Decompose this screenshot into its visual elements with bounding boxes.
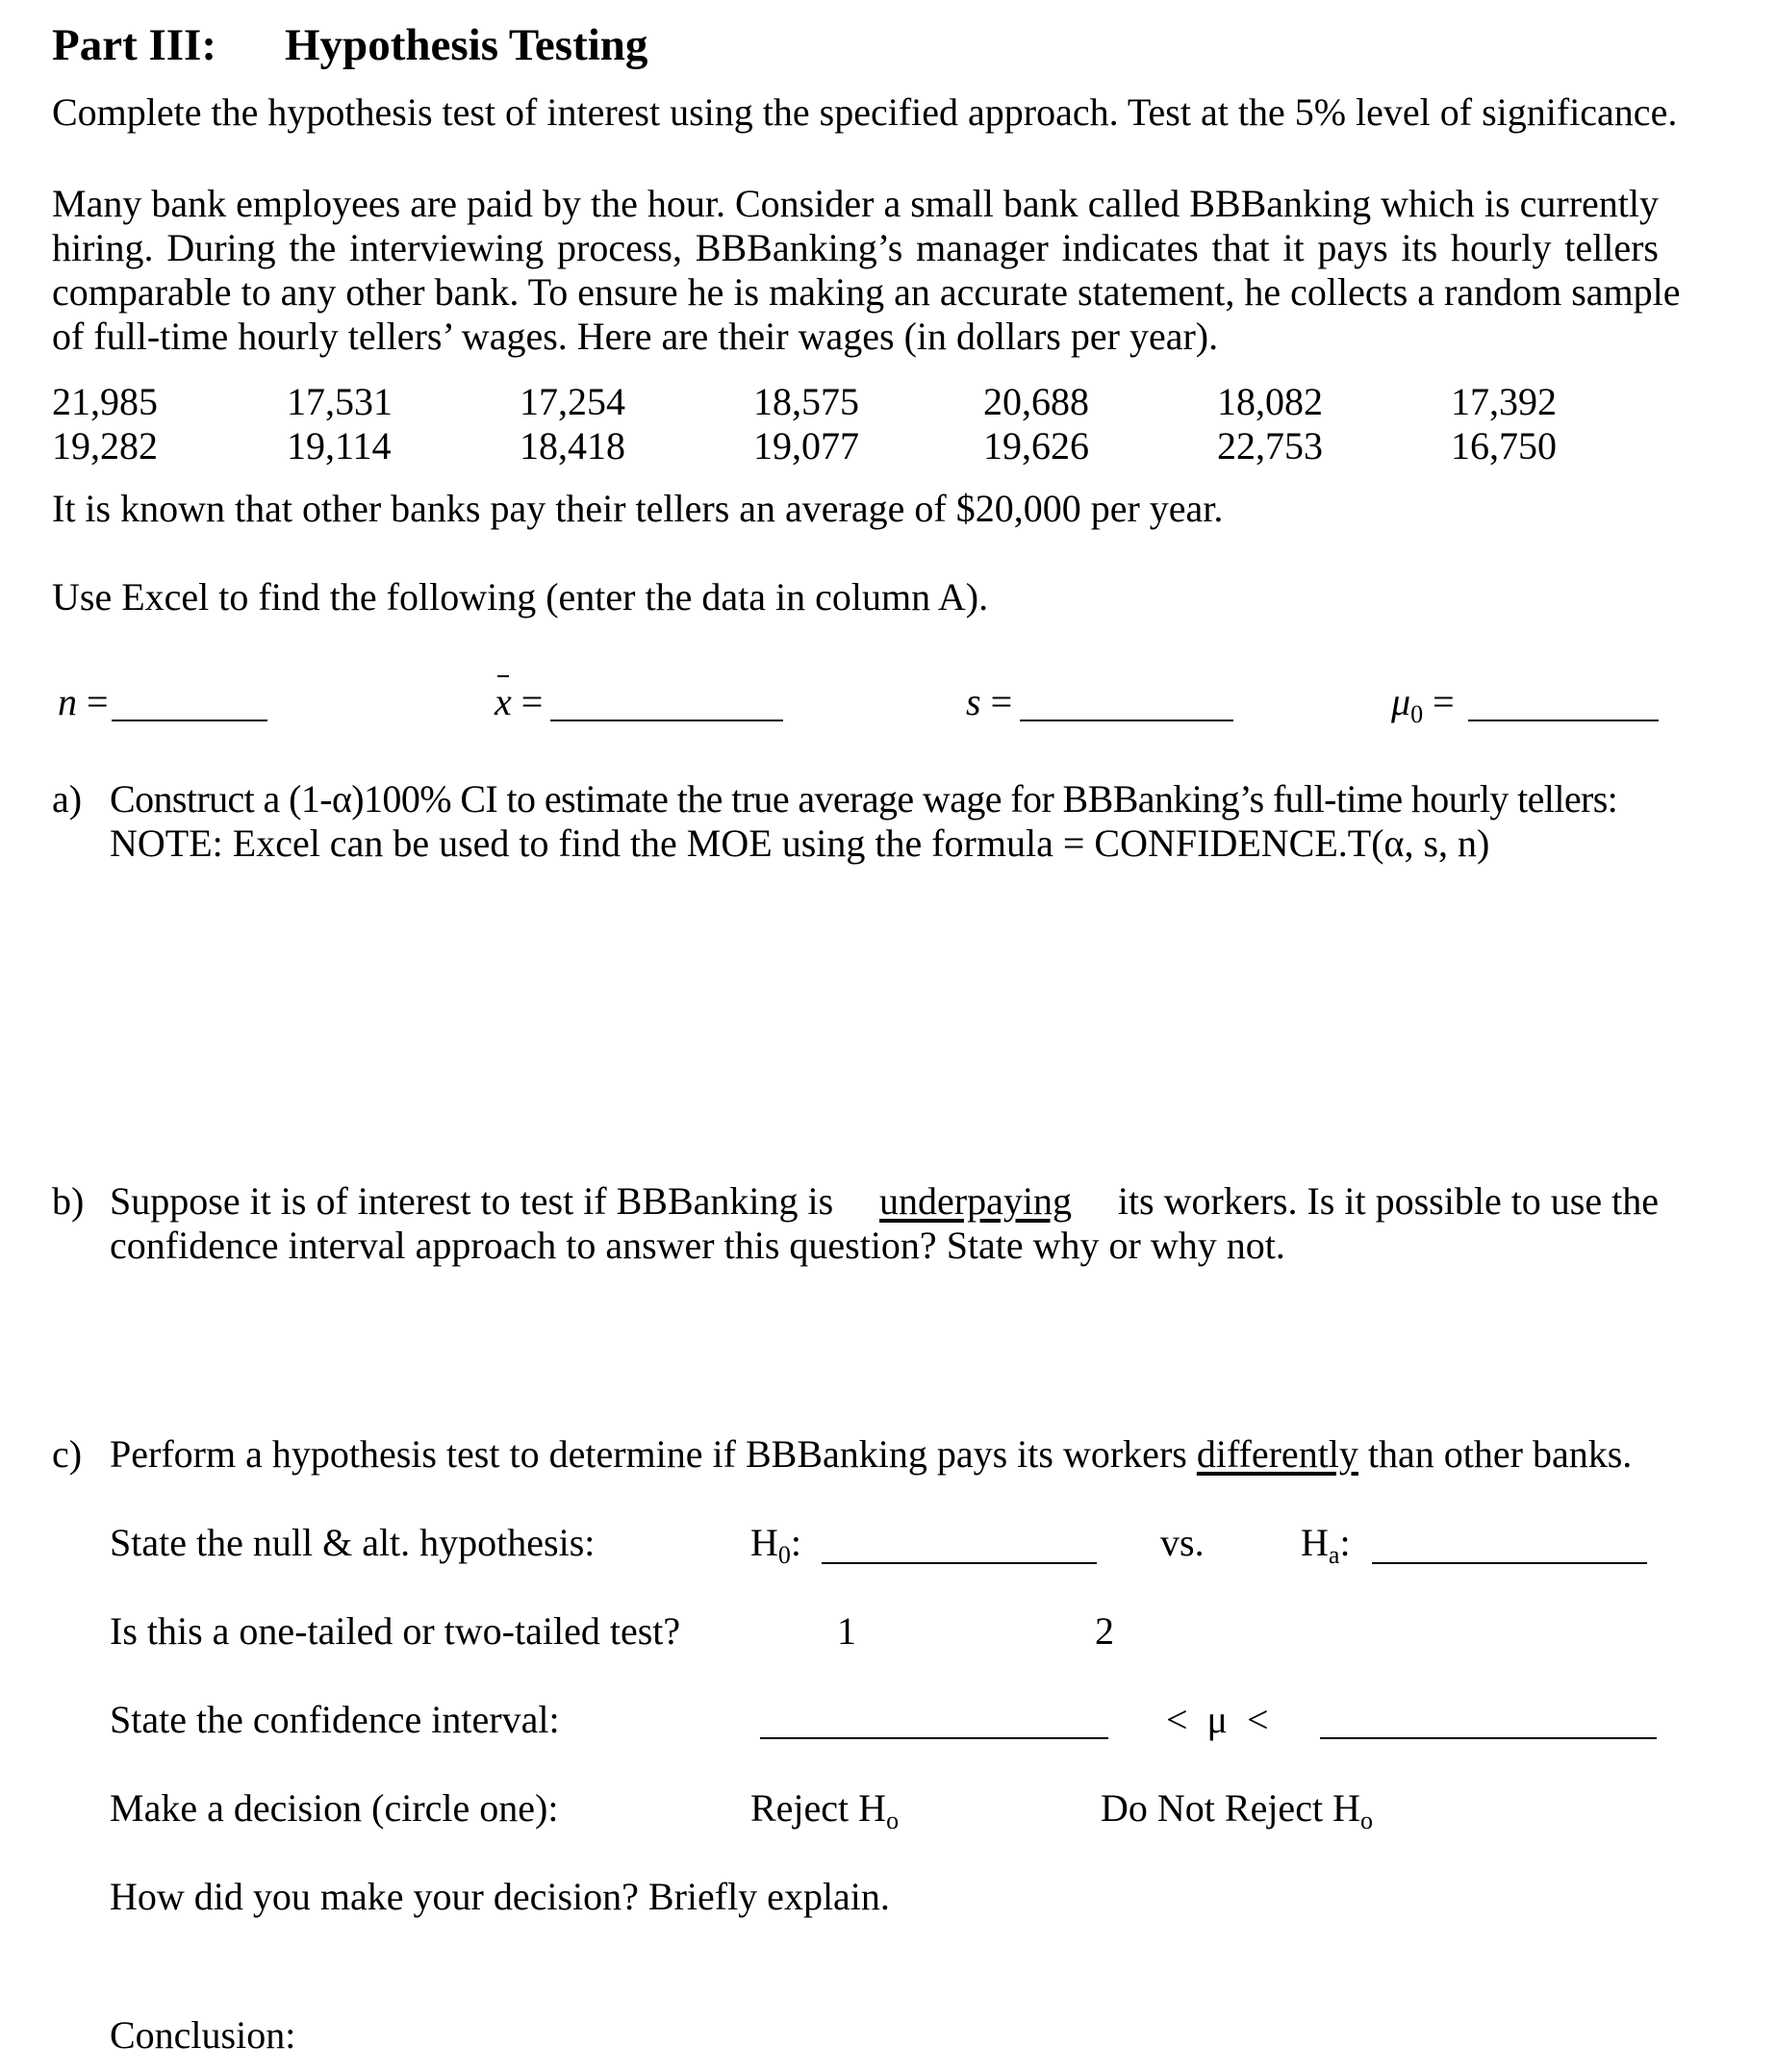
wage-value: 22,753 [1217, 424, 1323, 467]
s-blank[interactable] [1020, 720, 1233, 721]
wage-value: 21,985 [52, 380, 158, 423]
scenario-line: of full-time hourly tellers’ wages. Here are their wages (in dollars per year). [52, 315, 1219, 358]
part-b-question-line1: Suppose it is of interest to test if BBBanking is underpaying its workers. Is it possible to use the [110, 1179, 1659, 1223]
ha-label: $H_a$: [1301, 1521, 1351, 1569]
scenario-line: hiring. During the interviewing process, BBBanking’s manager indicates that it pays its hourly tellers [52, 226, 1659, 269]
ci-upper-blank[interactable] [1320, 1737, 1657, 1739]
explain-label: How did you make your decision? Briefly explain. [110, 1875, 890, 1918]
scenario-line: comparable to any other bank. To ensure he is making an accurate statement, he collects a random sample [52, 270, 1681, 314]
wage-value: 18,082 [1217, 380, 1323, 423]
do-not-reject-option[interactable]: Do Not Reject $H_o$ [1101, 1786, 1373, 1834]
part-a-note: NOTE: Excel can be used to find the MOE using the formula = CONFIDENCE.T(α, s, n) [110, 821, 1490, 865]
wage-value: 20,688 [983, 380, 1089, 423]
part-c-question: Perform a hypothesis test to determine if BBBanking pays its workers differently than other banks. [110, 1432, 1633, 1476]
mu0-label: $\mu_0$ = [1391, 680, 1455, 728]
known-average: It is known that other banks pay their tellers an average of $20,000 per year. [52, 487, 1224, 530]
wage-value: 17,531 [287, 380, 393, 423]
h0-blank[interactable] [822, 1562, 1097, 1564]
part-b-letter: b) [52, 1179, 85, 1223]
excel-instruction: Use Excel to find the following (enter the data in column A). [52, 575, 989, 619]
vs-label: vs. [1160, 1521, 1205, 1564]
instructions: Complete the hypothesis test of interest using the specified approach. Test at the 5% level of significance. [52, 90, 1678, 134]
wage-value: 18,418 [520, 424, 625, 467]
wage-value: 17,392 [1451, 380, 1557, 423]
one-tailed-option[interactable]: 1 [837, 1609, 856, 1653]
ci-label: State the confidence interval: [110, 1698, 560, 1741]
page-title: Hypothesis Testing [285, 20, 648, 70]
wage-value: 19,282 [52, 424, 158, 467]
wage-value: 16,750 [1451, 424, 1557, 467]
part-a-letter: a) [52, 777, 83, 821]
n-label: n = [58, 680, 109, 723]
ci-mu-inequality: < μ < [1166, 1698, 1269, 1741]
xbar-label: x = [495, 680, 544, 723]
wage-value: 18,575 [753, 380, 859, 423]
part-c-letter: c) [52, 1432, 83, 1476]
two-tailed-option[interactable]: 2 [1095, 1609, 1114, 1653]
scenario-line: Many bank employees are paid by the hour. Consider a small bank called BBBanking which is currently [52, 182, 1659, 225]
part-b-question-line2: confidence interval approach to answer this question? State why or why not. [110, 1224, 1285, 1267]
wage-value: 17,254 [520, 380, 625, 423]
ci-lower-blank[interactable] [760, 1737, 1108, 1739]
decision-label: Make a decision (circle one): [110, 1786, 559, 1830]
n-blank[interactable] [112, 720, 267, 721]
hypothesis-label: State the null & alt. hypothesis: [110, 1521, 596, 1564]
mu0-blank[interactable] [1468, 720, 1659, 721]
tails-label: Is this a one-tailed or two-tailed test? [110, 1609, 681, 1653]
ha-blank[interactable] [1372, 1562, 1647, 1564]
part-label: Part III: [52, 20, 216, 70]
wage-value: 19,114 [287, 424, 392, 467]
s-label: s = [966, 680, 1013, 723]
wage-value: 19,077 [753, 424, 859, 467]
part-a-question: Construct a (1-α)100% CI to estimate the true average wage for BBBanking’s full-time hourly tellers: [110, 777, 1618, 821]
h0-label: $H_0$: [750, 1521, 802, 1569]
conclusion-label: Conclusion: [110, 2013, 296, 2057]
wage-value: 19,626 [983, 424, 1089, 467]
reject-option[interactable]: Reject $H_o$ [750, 1786, 900, 1834]
xbar-blank[interactable] [550, 720, 783, 721]
